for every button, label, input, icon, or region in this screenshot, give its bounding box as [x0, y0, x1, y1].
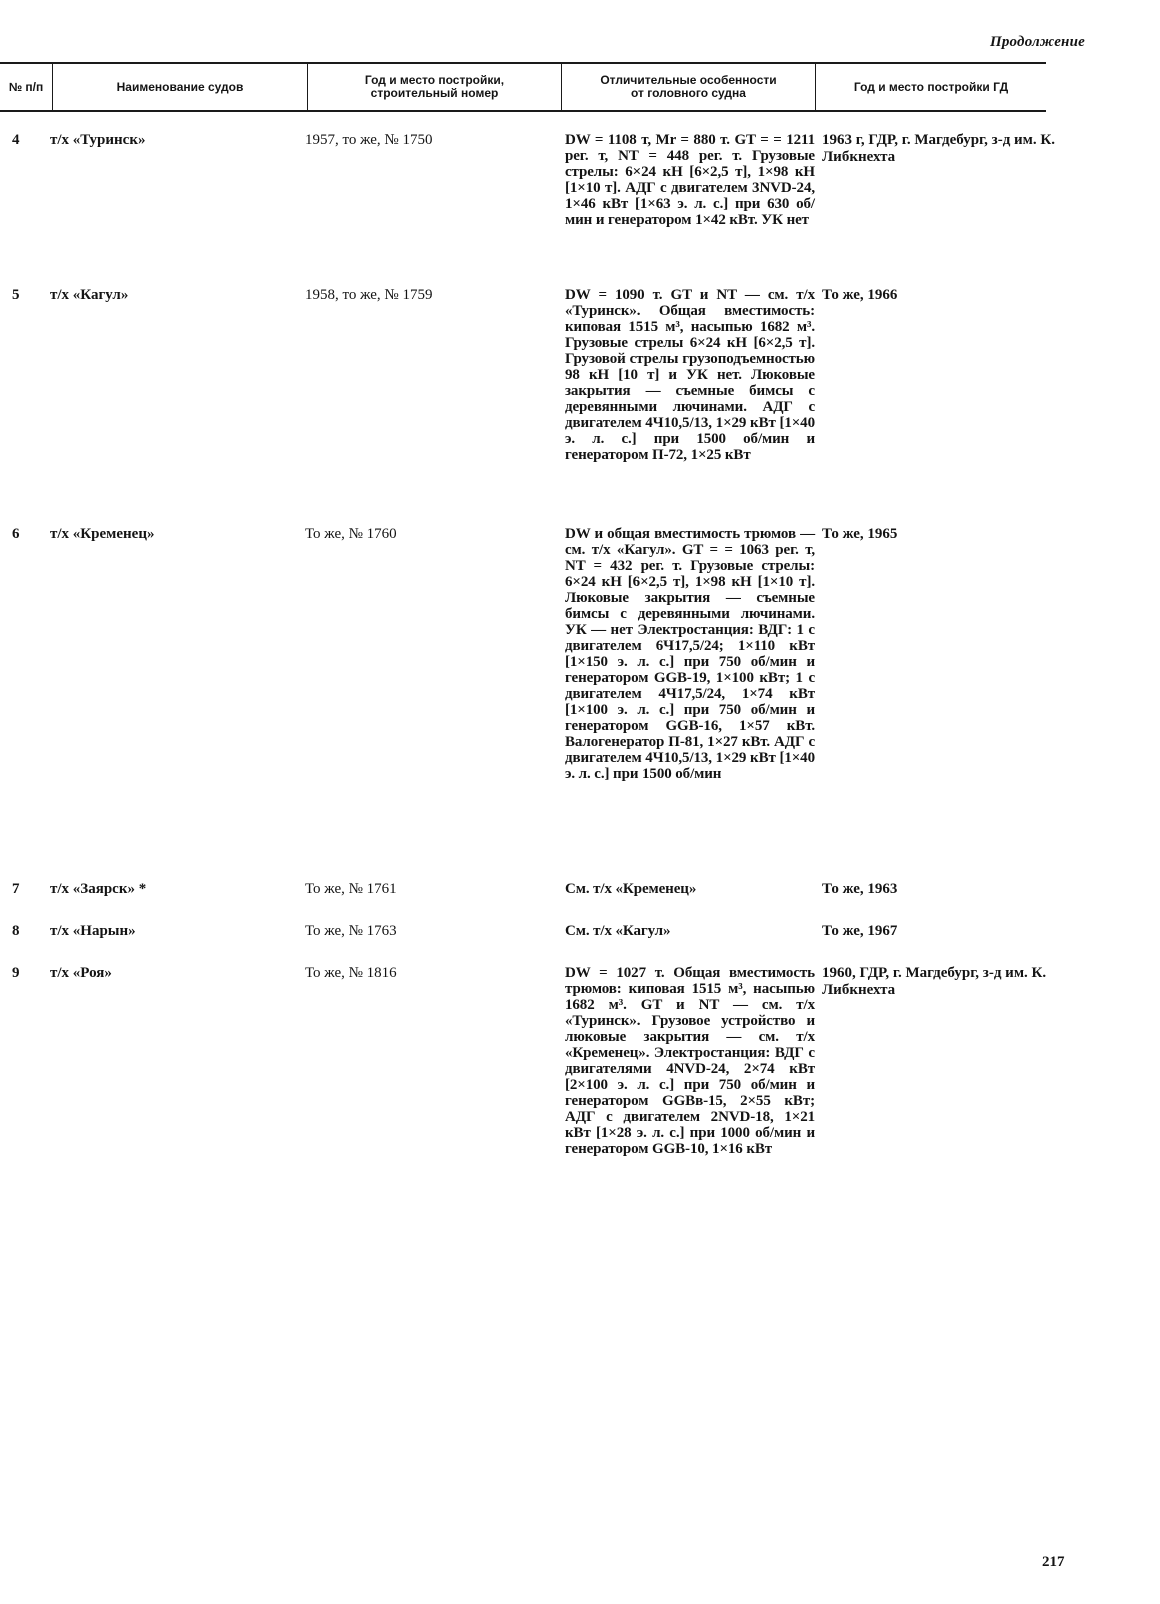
- table-header: [0, 62, 1046, 112]
- year-place: 1957, то же, № 1750: [305, 132, 433, 148]
- gd-year-place: То же, 1965: [822, 526, 898, 542]
- year-place: 1958, то же, № 1759: [305, 287, 433, 303]
- row-number: 5: [12, 287, 20, 303]
- header-name: Наименование судов: [116, 79, 244, 94]
- vessel-name: т/х «Кременец»: [50, 526, 155, 542]
- page-number: 217: [1042, 1554, 1065, 1570]
- differences: DW и общая вместимость трюмов — см. т/х «Кагул». GT = = 1063 рег. т, NT = 432 рег. т. Грузовые стрелы: 6×24 кН [6×2,5 т], 1×98 кН [1×10 т]. Люковые закрытия — съемные бимсы с деревянными лючинами. УК — нет Электростанция: ВДГ: 1 с двигателем 6Ч17,5/24; 1×110 кВт [1×150 э. л. с.] при 750 об/мин и генератором GGB-19, 1×100 кВт; 1 с двигателем 4Ч17,5/24, 1×74 кВт [1×100 э. л. с.] при 750 об/мин и генератором GGB-16, 1×57 кВт. Валогенератор П-81, 1×27 кВт. АДГ с двигателем 4Ч10,5/13, 1×29 кВт [1×40 э. л. с.] при 1500 об/мин: [565, 526, 815, 782]
- row-number: 6: [12, 526, 20, 542]
- year-place: То же, № 1816: [305, 965, 397, 981]
- row-number: 4: [12, 132, 20, 148]
- differences: См. т/х «Кременец»: [565, 881, 697, 897]
- gd-year-place: То же, 1963: [822, 881, 898, 897]
- differences: См. т/х «Кагул»: [565, 923, 671, 939]
- year-place: То же, № 1761: [305, 881, 397, 897]
- differences: DW = 1108 т, Mr = 880 т. GT = = 1211 рег. т, NT = 448 рег. т. Грузовые стрелы: 6×24 кН [6×2,5 т], 1×98 кН [1×10 т]. АДГ с двигателем 3NVD-24, 1×46 кВт [1×63 э. л. с.] при 630 об/мин и генератором 1×42 кВт. УК нет: [565, 132, 815, 228]
- vessel-name: т/х «Заярск» *: [50, 881, 147, 897]
- header-year-place: Год и место постройки, строительный номер: [364, 73, 505, 100]
- differences: DW = 1090 т. GT и NT — см. т/х «Туринск». Общая вместимость: киповая 1515 м³, насыпью 1682 м³. Грузовые стрелы 6×24 кН [6×2,5 т]. Грузовой стрелы грузоподъемностью 98 кН [10 т] и УК нет. Люковые закрытия — съемные бимсы с деревянными лючинами. АДГ с двигателем 4Ч10,5/13, 1×29 кВт [1×40 э. л. с.] при 1500 об/мин и генератором П-72, 1×25 кВт: [565, 287, 815, 463]
- header-differences: Отличительные особенности от головного судна: [600, 73, 777, 100]
- gd-year-place: То же, 1967: [822, 923, 898, 939]
- header-gd: Год и место постройки ГД: [853, 79, 1009, 94]
- year-place: То же, № 1763: [305, 923, 397, 939]
- gd-year-place: То же, 1966: [822, 287, 898, 303]
- differences: DW = 1027 т. Общая вместимость трюмов: киповая 1515 м³, насыпью 1682 м³. GT и NT — см. т/х «Туринск». Грузовое устройство и люковые закрытия — см. т/х «Кременец». Электростанция: ВДГ с двигателями 4NVD-24, 2×74 кВт [2×100 э. л. с.] при 750 об/мин и генератором GGBв-15, 2×55 кВт; АДГ с двигателем 2NVD-18, 1×21 кВт [1×28 э. л. с.] при 1000 об/мин и генератором GGB-10, 1×16 кВт: [565, 965, 815, 1157]
- header-num: № п/п: [8, 79, 44, 94]
- row-number: 7: [12, 881, 20, 897]
- row-number: 8: [12, 923, 20, 939]
- continued-label: Продолжение: [989, 34, 1085, 50]
- gd-year-place: 1960, ГДР, г. Магдебург, з-д им. К. Либкнехта: [822, 965, 1047, 998]
- vessel-name: т/х «Нарын»: [50, 923, 136, 939]
- year-place: То же, № 1760: [305, 526, 397, 542]
- row-number: 9: [12, 965, 20, 981]
- gd-year-place: 1963 г, ГДР, г. Магдебург, з-д им. К. Либкнехта: [822, 132, 1056, 165]
- vessel-name: т/х «Роя»: [50, 965, 112, 981]
- vessel-name: т/х «Туринск»: [50, 132, 146, 148]
- vessel-name: т/х «Кагул»: [50, 287, 129, 303]
